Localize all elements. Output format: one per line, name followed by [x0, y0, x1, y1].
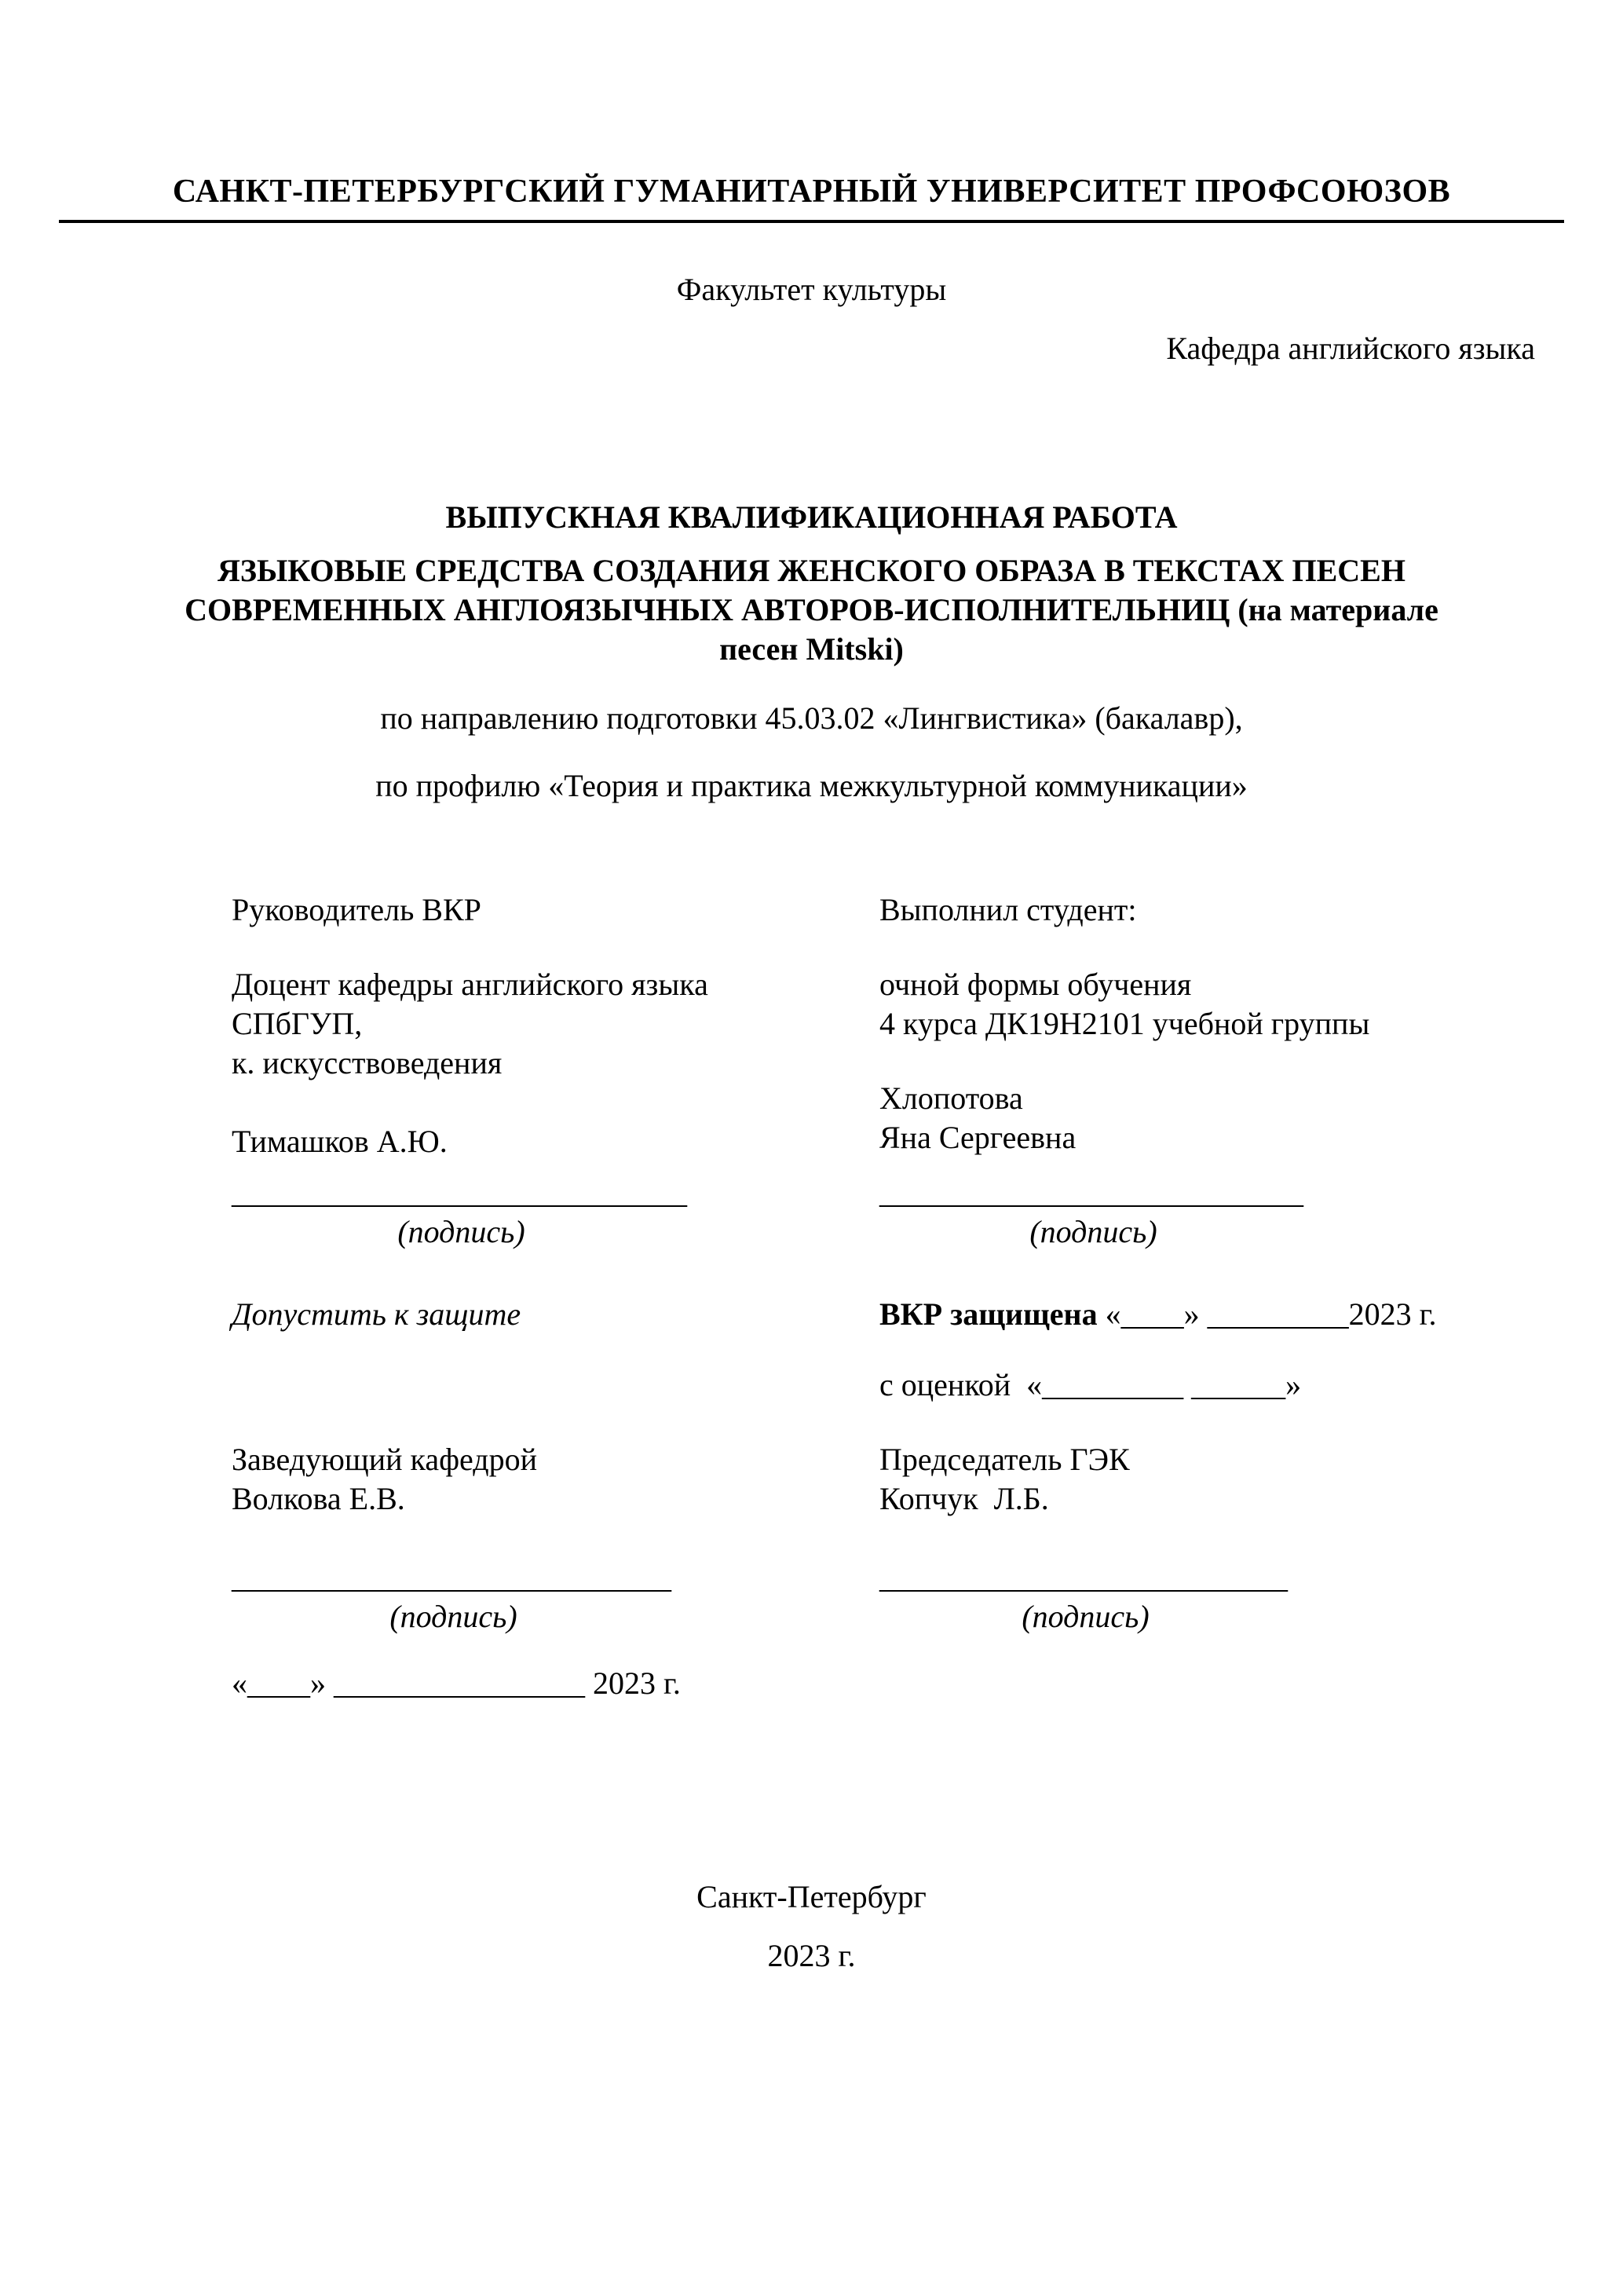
committee-chair-name: Копчук Л.Б.: [879, 1481, 1049, 1516]
head-signature-caption: (подпись): [389, 1599, 517, 1634]
student-column: [879, 890, 1623, 1252]
chair-signature-line: __________________________: [879, 1559, 1288, 1595]
student-signature-line: ___________________________: [879, 1175, 1303, 1210]
university-name: САНКТ-ПЕТЕРБУРГСКИЙ ГУМАНИТАРНЫЙ УНИВЕРСИТЕТ ПРОФСОЮЗОВ: [172, 174, 1451, 210]
student-label: Выполнил студент:: [879, 892, 1137, 927]
footer-year: 2023 г.: [767, 1938, 856, 1973]
committee-chair-label: Председатель ГЭК: [879, 1442, 1130, 1477]
footer-city: Санкт-Петербург: [696, 1879, 927, 1914]
admit-date-line: «____» ________________ 2023 г.: [232, 1665, 681, 1701]
head-signature-block: [232, 1558, 675, 1636]
profile-line: по профилю «Теория и практика межкультурной коммуникации»: [375, 768, 1248, 803]
student-study-form: очной формы обучения: [879, 967, 1192, 1002]
supervisor-position-line1: Доцент кафедры английского языка: [232, 967, 708, 1002]
defended-line: [879, 1295, 1544, 1334]
department-name: Кафедра английского языка: [1166, 331, 1535, 366]
defense-right-column: [879, 1295, 1623, 1703]
department-head-label: Заведующий кафедрой: [232, 1442, 538, 1477]
defense-left-column: [232, 1295, 879, 1703]
supervisor-position-line3: к. искусствоведения: [232, 1045, 503, 1080]
supervisor-signature-block: [232, 1173, 691, 1252]
student-surname: Хлопотова: [879, 1080, 1023, 1116]
student-group: 4 курса ДК19Н2101 учебной группы: [879, 1006, 1370, 1041]
supervisor-signature-caption: (подпись): [397, 1214, 525, 1249]
defense-section: [232, 1295, 1623, 1703]
supervisor-label: Руководитель ВКР: [232, 892, 481, 927]
department-head-name: Волкова Е.В.: [232, 1481, 405, 1516]
work-type-heading: ВЫПУСКНАЯ КВАЛИФИКАЦИОННАЯ РАБОТА: [445, 499, 1178, 535]
admit-to-defense-label: Допустить к защите: [232, 1296, 521, 1332]
grade-line: с оценкой «_________ ______»: [879, 1367, 1302, 1402]
thesis-title: ЯЗЫКОВЫЕ СРЕДСТВА СОЗДАНИЯ ЖЕНСКОГО ОБРАЗА В ТЕКСТАХ ПЕСЕН СОВРЕМЕННЫХ АНГЛОЯЗЫЧНЫХ АВТОРОВ-ИСПОЛНИТЕЛЬНИЦ (на материале песен Mitski): [185, 553, 1446, 667]
supervisor-column: [232, 890, 879, 1252]
supervisor-name: Тимашков А.Ю.: [232, 1124, 448, 1159]
program-line: по направлению подготовки 45.03.02 «Лингвистика» (бакалавр),: [380, 700, 1243, 736]
student-signature-caption: (подпись): [1029, 1214, 1157, 1249]
supervisor-position-line2: СПбГУП,: [232, 1006, 363, 1041]
student-firstname: Яна Сергеевна: [879, 1120, 1077, 1155]
supervisor-student-section: [232, 890, 1623, 1252]
defended-label: ВКР защищена: [879, 1296, 1098, 1332]
faculty-name: Факультет культуры: [676, 272, 947, 307]
chair-signature-caption: (подпись): [1022, 1599, 1150, 1634]
supervisor-signature-line: _____________________________: [232, 1175, 687, 1210]
defended-date-blanks: «____» _________2023 г.: [1097, 1296, 1437, 1332]
chair-signature-block: [879, 1558, 1292, 1636]
head-signature-line: ____________________________: [232, 1559, 671, 1595]
header-rule: [59, 220, 1564, 223]
student-signature-block: [879, 1173, 1307, 1252]
